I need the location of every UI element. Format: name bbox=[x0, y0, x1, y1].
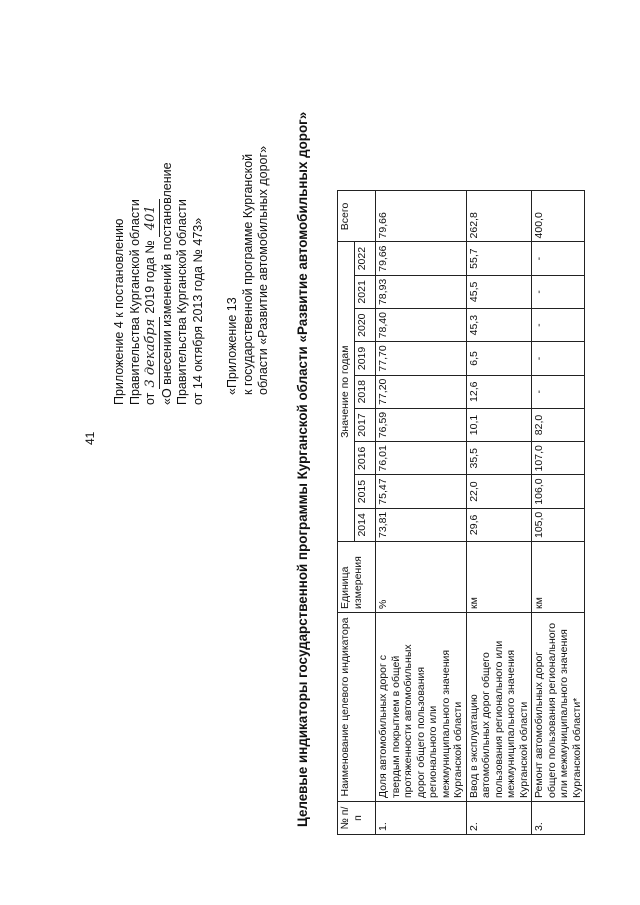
row-value: 73,81 bbox=[376, 508, 467, 541]
row-name: Доля автомобильных дорог с твердым покрытием в общей протяженности автомобильных дорог общего пользования регионального или межмуниципального значения Курганской области bbox=[376, 613, 467, 802]
row-value: 78,40 bbox=[376, 309, 467, 342]
row-value: 45,3 bbox=[466, 309, 532, 342]
appendix-4-line6: от 14 октября 2013 года № 473» bbox=[190, 217, 205, 405]
row-unit: км bbox=[466, 542, 532, 613]
header-year: 2019 bbox=[355, 342, 376, 375]
header-year: 2022 bbox=[355, 242, 376, 275]
header-year: 2018 bbox=[355, 375, 376, 408]
row-total: 79,66 bbox=[376, 191, 467, 242]
row-value: 75,47 bbox=[376, 475, 467, 508]
appendix-4-year-number: 2019 года № bbox=[143, 240, 157, 314]
header-year: 2015 bbox=[355, 475, 376, 508]
row-num: 2. bbox=[466, 802, 532, 835]
appendix-4-line3 bbox=[143, 25, 160, 405]
row-value: 55,7 bbox=[466, 242, 532, 275]
header-name: Наименование целевого индикатора bbox=[338, 613, 376, 802]
header-year: 2020 bbox=[355, 309, 376, 342]
row-value: 107,0 bbox=[532, 442, 585, 475]
header-by-years: Значение по годам bbox=[338, 242, 355, 542]
table-row bbox=[376, 191, 467, 835]
row-value: 77,70 bbox=[376, 342, 467, 375]
appendix-4-line4: «О внесении изменений в постановление bbox=[159, 162, 174, 405]
header-year: 2021 bbox=[355, 275, 376, 308]
row-value: 6,5 bbox=[466, 342, 532, 375]
row-value: - bbox=[532, 375, 585, 408]
header-total: Всего bbox=[338, 191, 376, 242]
indicators-table bbox=[337, 190, 585, 835]
row-value: - bbox=[532, 309, 585, 342]
header-unit: Единица измерения bbox=[338, 542, 376, 613]
header-year: 2014 bbox=[355, 508, 376, 541]
row-value: 10,1 bbox=[466, 408, 532, 441]
row-value: 29,6 bbox=[466, 508, 532, 541]
appendix-13-line2: к государственной программе Курганской bbox=[240, 153, 255, 395]
row-value: 45,5 bbox=[466, 275, 532, 308]
appendix-13-line1: «Приложение 13 bbox=[225, 297, 239, 395]
row-num: 3. bbox=[532, 802, 585, 835]
table-row bbox=[532, 191, 585, 835]
row-value: - bbox=[532, 342, 585, 375]
table-row bbox=[466, 191, 532, 835]
row-value: 22,0 bbox=[466, 475, 532, 508]
appendix-13-header bbox=[225, 15, 272, 395]
appendix-4-line1: Приложение 4 к постановлению bbox=[112, 218, 126, 405]
appendix-4-line5: Правительства Курганской области bbox=[175, 199, 189, 405]
row-name: Ремонт автомобильных дорог общего пользования регионального или межмуниципального значения Курганской области* bbox=[532, 613, 585, 802]
row-num: 1. bbox=[376, 802, 467, 835]
row-value: 82,0 bbox=[532, 408, 585, 441]
header-num: № п/п bbox=[338, 802, 376, 835]
row-value: 77,20 bbox=[376, 375, 467, 408]
row-unit: % bbox=[376, 542, 467, 613]
handwritten-date: 3 декабря bbox=[143, 318, 158, 388]
appendix-4-line2: Правительства Курганской области bbox=[127, 199, 142, 405]
document-title: Целевые индикаторы государственной программы Курганской области «Развитие автомобильных дорог» bbox=[295, 111, 310, 827]
row-total: 262,8 bbox=[466, 191, 532, 242]
row-value: 105,0 bbox=[532, 508, 585, 541]
row-value: 76,01 bbox=[376, 442, 467, 475]
handwritten-number: 401 bbox=[143, 199, 160, 237]
header-year: 2017 bbox=[355, 408, 376, 441]
row-unit: км bbox=[532, 542, 585, 613]
row-value: 12,6 bbox=[466, 375, 532, 408]
row-value: 106,0 bbox=[532, 475, 585, 508]
header-year: 2016 bbox=[355, 442, 376, 475]
appendix-4-header bbox=[112, 25, 206, 405]
row-value: 76,59 bbox=[376, 408, 467, 441]
row-value: 35,5 bbox=[466, 442, 532, 475]
page-number: 41 bbox=[83, 431, 97, 445]
row-value: - bbox=[532, 242, 585, 275]
row-name: Ввод в эксплуатацию автомобильных дорог общего пользования регионального или межмуниципального значения Курганской области bbox=[466, 613, 532, 802]
row-value: 78,93 bbox=[376, 275, 467, 308]
row-value: - bbox=[532, 275, 585, 308]
row-total: 400,0 bbox=[532, 191, 585, 242]
appendix-13-line3: области «Развитие автомобильных дорог» bbox=[256, 145, 270, 395]
row-value: 79,66 bbox=[376, 242, 467, 275]
appendix-4-date-prefix: от bbox=[143, 392, 157, 405]
